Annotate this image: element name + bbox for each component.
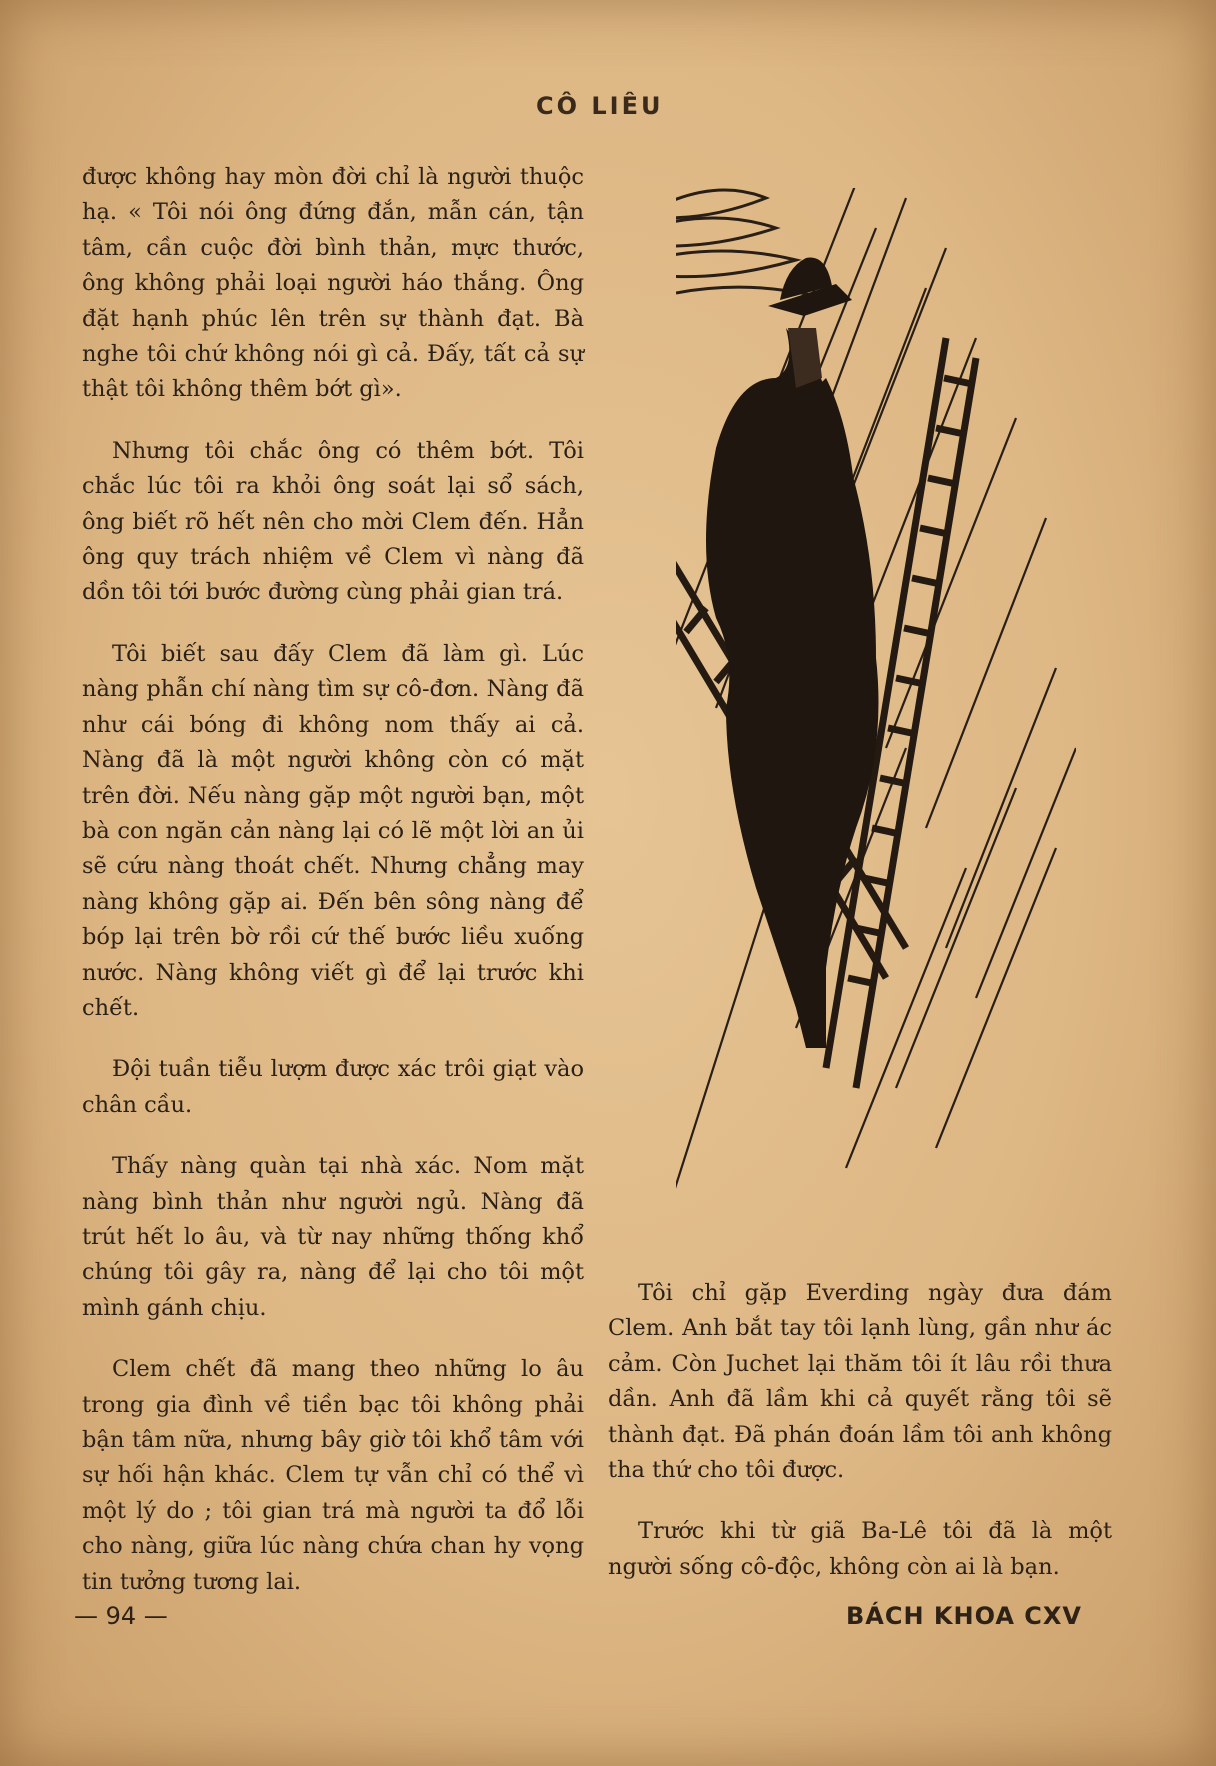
left-text-column <box>82 160 584 1626</box>
right-text-column <box>608 1276 1112 1611</box>
publication-name: BÁCH KHOA CXV <box>846 1602 1082 1630</box>
figure-silhouette <box>706 258 879 1048</box>
paragraph: Clem chết đã mang theo những lo âu trong gia đình về tiền bạc tôi không phải bận tâm nữa, nhưng bây giờ tôi khổ tâm với sự hối hận khác. Clem tự vẫn chỉ có thể vì một lý do ; tôi gian trá mà người ta đổ lỗi cho nàng, giữa lúc nàng chứa chan hy vọng tin tưởng tương lai. <box>82 1356 584 1595</box>
page-number: — 94 — <box>74 1602 168 1630</box>
paragraph: Tôi biết sau đấy Clem đã làm gì. Lúc nàng phẫn chí nàng tìm sự cô-đơn. Nàng đã như cái bóng đi không nom thấy ai cả. Nàng đã là một người không còn có mặt trên đời. Nếu nàng gặp một người bạn, một bà con ngăn cản nàng lại có lẽ một lời an ủi sẽ cứu nàng thoát chết. Nhưng chẳng may nàng không gặp ai. Đến bên sông nàng để bóp lại trên bờ rồi cứ thế bước liều xuống nước. Nàng không viết gì để lại trước khi chết. <box>82 640 584 1021</box>
paragraph: Trước khi từ giã Ba-Lê tôi đã là một người sống cô-độc, không còn ai là bạn. <box>608 1518 1112 1580</box>
paragraph: Nhưng tôi chắc ông có thêm bớt. Tôi chắc lúc tôi ra khỏi ông soát lại sổ sách, ông biết rõ hết nên cho mời Clem đến. Hẳn ông quy trách nhiệm về Clem vì nàng đã dồn tôi tới bước đường cùng phải gian trá. <box>82 437 584 606</box>
woodcut-illustration <box>676 188 1076 1228</box>
paragraph: Thấy nàng quàn tại nhà xác. Nom mặt nàng bình thản như người ngủ. Nàng đã trút hết lo âu, và từ nay những thống khổ chúng tôi gây ra, nàng để lại cho tôi một mình gánh chịu. <box>82 1153 584 1321</box>
running-header: CÔ LIÊU <box>536 92 664 120</box>
paragraph: Đội tuần tiễu lượm được xác trôi giạt vào chân cầu. <box>82 1056 584 1118</box>
paragraph: được không hay mòn đời chỉ là người thuộc hạ. « Tôi nói ông đứng đắn, mẫn cán, tận tâm, cần cuộc đời bình thản, mực thước, ông không phải loại người háo thắng. Ông đặt hạnh phúc lên trên sự thành đạt. Bà nghe tôi chứ không nói gì cả. Đấy, tất cả sự thật tôi không thêm bớt gì». <box>82 164 584 403</box>
paragraph: Tôi chỉ gặp Everding ngày đưa đám Clem. Anh bắt tay tôi lạnh lùng, gần như ác cảm. Còn Juchet lại thăm tôi ít lâu rồi thưa dần. Anh đã lầm khi cả quyết rằng tôi sẽ thành đạt. Đã phán đoán lầm tôi anh không tha thứ cho tôi được. <box>608 1280 1112 1484</box>
